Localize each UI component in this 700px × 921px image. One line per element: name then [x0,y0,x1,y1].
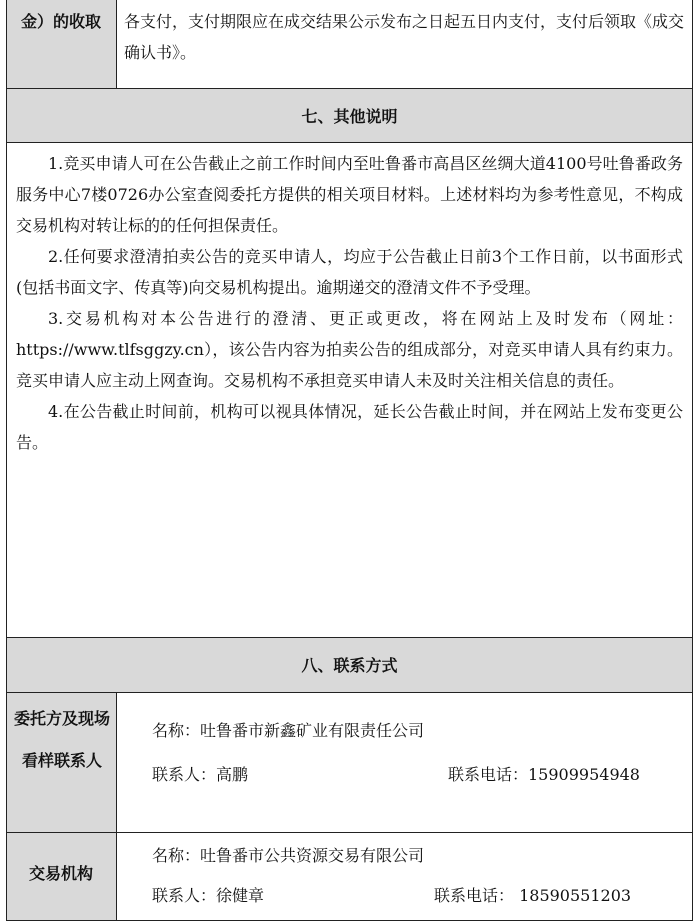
section7-body [16,148,683,458]
contact2-label: 交易机构 [28,864,93,883]
top-row-divider [116,0,117,88]
section7-title: 七、其他说明 [301,106,398,126]
section7-header [6,88,693,142]
paragraph-4: 4.在公告截止时间前，机构可以视具体情况，延长公告截止时间，并在网站上发布变更公告。 [16,402,683,452]
rule-1 [6,88,693,89]
rule-2 [6,142,693,143]
contact2-phone: 联系电话： 18590551203 [434,886,632,905]
top-row-label: 金）的收取 [20,12,101,31]
contact2-name: 名称：吐鲁番市公共资源交易有限公司 [152,846,425,865]
contact1-label: 委托方及现场看样联系人 [14,709,111,770]
paragraph-2: 2.任何要求澄清拍卖公告的竞买申请人，均应于公告截止日前3个工作日前，以书面形式(包括书面文字、传真等)向交易机构提出。逾期递交的澄清文件不予受理。 [16,247,683,297]
contact1-name: 名称：吐鲁番市新鑫矿业有限责任公司 [152,721,425,740]
section8-title: 八、联系方式 [301,656,398,675]
contact2-person: 联系人：徐健章 [152,886,265,905]
table-border-left [6,0,7,921]
rule-5 [6,832,693,833]
rule-4 [6,692,693,693]
section8-header [6,637,693,692]
paragraph-3: 3.交易机构对本公告进行的澄清、更正或更改，将在网站上及时发布（网址：https://www.tlfsggzy.cn），该公告内容为拍卖公告的组成部分，对竞买申请人具有约束力。竞买申请人应主动上网查询。交易机构不承担竞买申请人未及时关注相关信息的责任。 [16,309,683,390]
contact1-phone: 联系电话：15909954948 [448,765,640,784]
rule-3 [6,637,693,638]
contact1-person: 联系人：高鹏 [152,765,249,784]
contact-divider [116,692,117,921]
top-row-text: 各支付，支付期限应在成交结果公示发布之日起五日内支付，支付后领取《成交确认书》。 [124,12,685,62]
paragraph-1: 1.竞买申请人可在公告截止之前工作时间内至吐鲁番市高昌区丝绸大道4100号吐鲁番政务服务中心7楼0726办公室查阅委托方提供的相关项目材料。上述材料均为参考性意见，不构成交易机构对转让标的的任何担保责任。 [16,154,683,235]
table-border-right [692,0,693,921]
